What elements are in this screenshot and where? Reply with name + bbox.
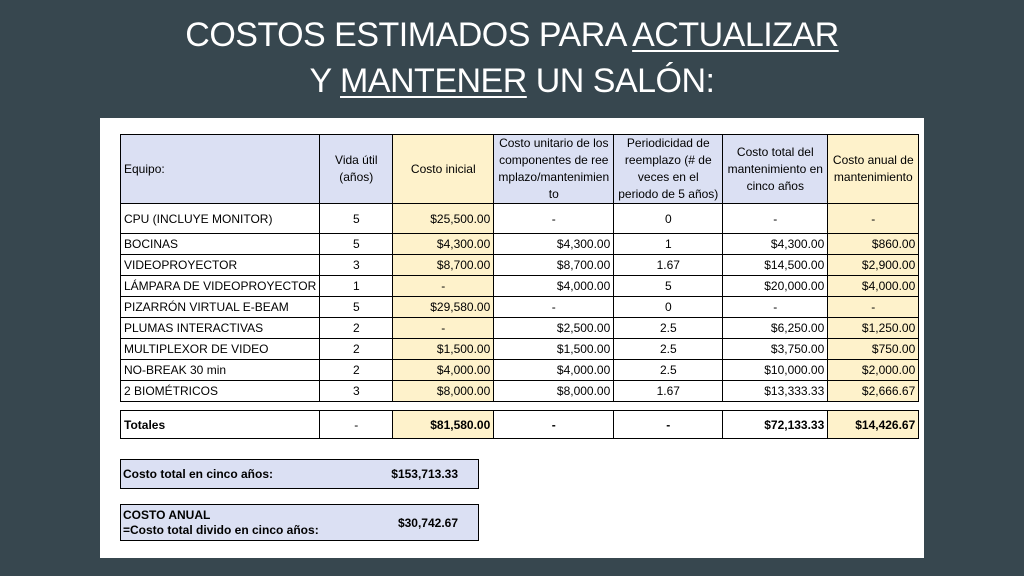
row-costo-inicial: $29,580.00 <box>393 297 494 318</box>
costo-anual-label-line2: =Costo total divido en cinco años: <box>123 522 319 537</box>
row-costo-total: $10,000.00 <box>723 360 828 381</box>
totals-period: - <box>614 411 723 439</box>
row-costo-anual: $1,250.00 <box>828 318 919 339</box>
row-equipo: VIDEOPROYECTOR <box>121 255 320 276</box>
title-line-2 <box>0 58 1024 104</box>
title-line-2-post: UN SALÓN: <box>526 62 715 100</box>
row-vida-util: 2 <box>320 318 393 339</box>
row-costo-total: - <box>723 297 828 318</box>
row-periodicidad: 0 <box>614 204 723 234</box>
total-cinco-anos-label: Costo total en cinco años: <box>121 460 273 488</box>
row-costo-anual: - <box>828 204 919 234</box>
totals-inicial: $81,580.00 <box>393 411 494 439</box>
row-equipo: CPU (INCLUYE MONITOR) <box>121 204 320 234</box>
row-costo-unitario: $1,500.00 <box>494 339 614 360</box>
total-cinco-anos-value: $153,713.33 <box>273 460 478 488</box>
costs-table <box>120 134 919 439</box>
title-line-1 <box>0 12 1024 58</box>
row-costo-unitario: $2,500.00 <box>494 318 614 339</box>
costo-anual-value: $30,742.67 <box>319 505 478 540</box>
table-row <box>121 381 919 402</box>
table-row <box>121 234 919 255</box>
row-vida-util: 5 <box>320 297 393 318</box>
row-costo-total: $13,333.33 <box>723 381 828 402</box>
row-costo-anual: $2,900.00 <box>828 255 919 276</box>
totals-label: Totales <box>121 411 320 439</box>
row-costo-unitario: $8,000.00 <box>494 381 614 402</box>
row-costo-inicial: - <box>393 276 494 297</box>
row-periodicidad: 5 <box>614 276 723 297</box>
table-row <box>121 318 919 339</box>
header-costo-unitario: Costo unitario de los componentes de reemplazo/mantenimiento <box>494 135 614 204</box>
row-equipo: PIZARRÓN VIRTUAL E-BEAM <box>121 297 320 318</box>
row-costo-total: $6,250.00 <box>723 318 828 339</box>
totals-total: $72,133.33 <box>723 411 828 439</box>
row-periodicidad: 1.67 <box>614 255 723 276</box>
row-costo-anual: $750.00 <box>828 339 919 360</box>
row-costo-unitario: - <box>494 297 614 318</box>
row-costo-total: $3,750.00 <box>723 339 828 360</box>
row-vida-util: 2 <box>320 339 393 360</box>
row-equipo: PLUMAS INTERACTIVAS <box>121 318 320 339</box>
row-costo-inicial: $8,000.00 <box>393 381 494 402</box>
header-equipo: Equipo: <box>121 135 320 204</box>
title-line-2-pre: Y <box>309 62 340 100</box>
row-costo-unitario: $8,700.00 <box>494 255 614 276</box>
table-row <box>121 255 919 276</box>
row-equipo: 2 BIOMÉTRICOS <box>121 381 320 402</box>
header-costo-inicial: Costo inicial <box>393 135 494 204</box>
table-header-row <box>121 135 919 204</box>
row-costo-anual: $4,000.00 <box>828 276 919 297</box>
row-costo-unitario: $4,000.00 <box>494 276 614 297</box>
row-equipo: MULTIPLEXOR DE VIDEO <box>121 339 320 360</box>
table-row <box>121 204 919 234</box>
row-vida-util: 5 <box>320 234 393 255</box>
table-body <box>121 204 919 402</box>
row-costo-inicial: $4,000.00 <box>393 360 494 381</box>
row-equipo: BOCINAS <box>121 234 320 255</box>
row-periodicidad: 2.5 <box>614 318 723 339</box>
table-row <box>121 276 919 297</box>
spreadsheet-image <box>100 118 924 558</box>
row-costo-inicial: $8,700.00 <box>393 255 494 276</box>
row-vida-util: 2 <box>320 360 393 381</box>
header-costo-anual: Costo anual de mantenimiento <box>828 135 919 204</box>
title-underlined-mantener: MANTENER <box>340 62 527 100</box>
row-equipo: NO-BREAK 30 min <box>121 360 320 381</box>
row-periodicidad: 1.67 <box>614 381 723 402</box>
row-costo-unitario: $4,300.00 <box>494 234 614 255</box>
row-periodicidad: 2.5 <box>614 339 723 360</box>
table-row <box>121 360 919 381</box>
row-costo-anual: $860.00 <box>828 234 919 255</box>
totals-unitario: - <box>494 411 614 439</box>
row-costo-total: $14,500.00 <box>723 255 828 276</box>
row-costo-total: - <box>723 204 828 234</box>
title-line-1-text: COSTOS ESTIMADOS PARA <box>185 16 633 54</box>
row-costo-unitario: $4,000.00 <box>494 360 614 381</box>
row-costo-anual: - <box>828 297 919 318</box>
costo-anual-label <box>121 505 319 540</box>
costo-anual-label-line1: COSTO ANUAL <box>123 507 211 522</box>
totals-anual: $14,426.67 <box>828 411 919 439</box>
slide-title <box>0 12 1024 104</box>
row-vida-util: 1 <box>320 276 393 297</box>
totals-vida: - <box>320 411 393 439</box>
costo-anual-box <box>120 504 479 541</box>
row-vida-util: 3 <box>320 381 393 402</box>
totals-row <box>121 411 919 439</box>
header-costo-total: Costo total del mantenimiento en cinco años <box>723 135 828 204</box>
row-costo-unitario: - <box>494 204 614 234</box>
title-underlined-actualizar: ACTUALIZAR <box>632 16 839 54</box>
row-costo-total: $4,300.00 <box>723 234 828 255</box>
table-row <box>121 339 919 360</box>
row-costo-inicial: $1,500.00 <box>393 339 494 360</box>
row-costo-anual: $2,666.67 <box>828 381 919 402</box>
row-costo-total: $20,000.00 <box>723 276 828 297</box>
row-periodicidad: 1 <box>614 234 723 255</box>
row-costo-inicial: - <box>393 318 494 339</box>
row-costo-inicial: $25,500.00 <box>393 204 494 234</box>
row-costo-inicial: $4,300.00 <box>393 234 494 255</box>
header-periodicidad: Periodicidad de reemplazo (# de veces en el periodo de 5 años) <box>614 135 723 204</box>
table-row <box>121 297 919 318</box>
header-vida-util: Vida útil (años) <box>320 135 393 204</box>
row-costo-anual: $2,000.00 <box>828 360 919 381</box>
row-periodicidad: 0 <box>614 297 723 318</box>
total-cinco-anos-box <box>120 459 479 489</box>
row-vida-util: 3 <box>320 255 393 276</box>
row-periodicidad: 2.5 <box>614 360 723 381</box>
row-vida-util: 5 <box>320 204 393 234</box>
row-equipo: LÁMPARA DE VIDEOPROYECTOR <box>121 276 320 297</box>
